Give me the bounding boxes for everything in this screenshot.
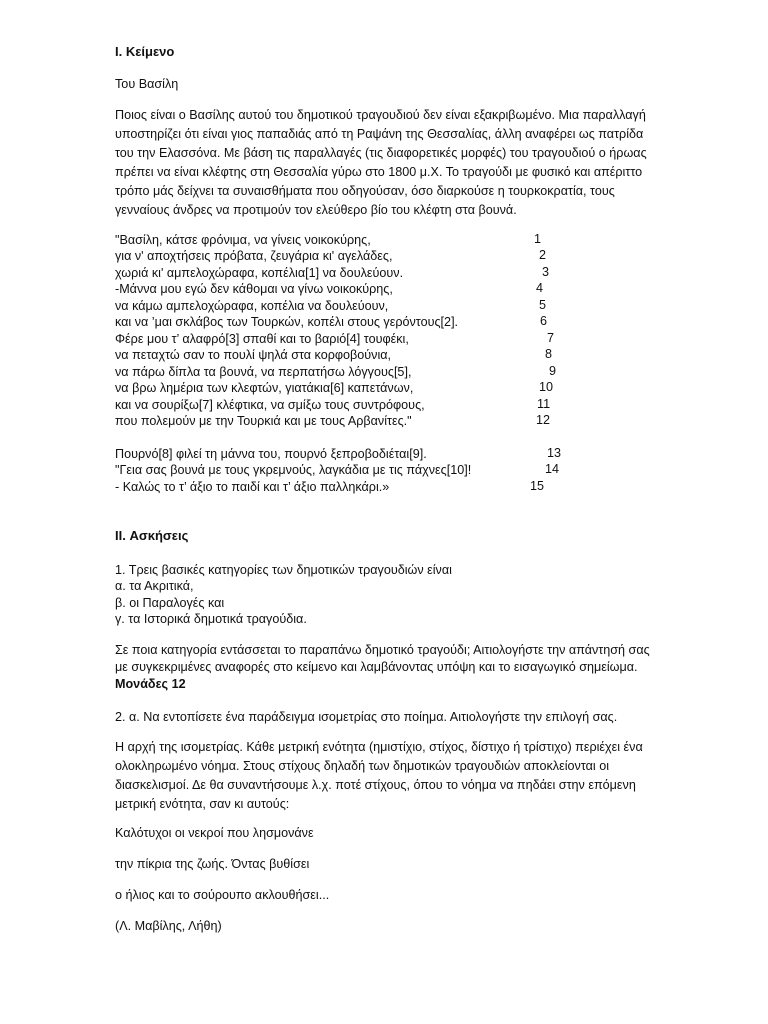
line-number: 9 xyxy=(549,364,557,378)
line-number: 6 xyxy=(540,314,548,328)
line-number: 2 xyxy=(539,248,547,262)
poem-line: για ν' αποχτήσεις πρόβατα, ζευγάρια κι' αγελάδες, xyxy=(115,249,393,263)
quote-source: (Λ. Μαβίλης, Λήθη) xyxy=(115,919,222,933)
list-item: γ. τα Ιστορικά δημοτικά τραγούδια. xyxy=(115,612,307,626)
poem-line: -Μάννα μου εγώ δεν κάθομαι να γίνω νοικοκύρης, xyxy=(115,282,393,296)
section-title-exercises: II. Ασκήσεις xyxy=(115,528,189,543)
poem-line: να πεταχτώ σαν το πουλί ψηλά στα κορφοβούνια, xyxy=(115,348,392,362)
list-item: α. τα Ακριτικά, xyxy=(115,579,194,593)
exercise-1-question: Σε ποια κατηγορία εντάσσεται το παραπάνω δημοτικό τραγούδι; Αιτιολογήστε την απάντησή σας με συγκεκριμένες αναφορές στο κείμενο και λαμβάνοντας υπόψη και το εισαγωγικό σημείωμα. xyxy=(115,643,650,674)
quote-line: Καλότυχοι οι νεκροί που λησμονάνε xyxy=(115,826,314,840)
poem-line: και να ’μαι σκλάβος των Τουρκών, κοπέλι στους γερόντους[2]. xyxy=(115,315,459,329)
poem-line: - Καλώς το τ’ άξιο το παιδί και τ’ άξιο παλληκάρι.» xyxy=(115,480,390,494)
quote-line: ο ήλιος και το σούρουπο ακλουθήσει... xyxy=(115,888,330,902)
exercise-2-title: 2. α. Να εντοπίσετε ένα παράδειγμα ισομετρίας στο ποίημα. Αιτιολογήστε την επιλογή σας. xyxy=(115,710,618,724)
line-number: 15 xyxy=(530,479,545,493)
exercise-1-title: 1. Τρεις βασικές κατηγορίες των δημοτικών τραγουδιών είναι xyxy=(115,563,452,577)
poem-title: Του Βασίλη xyxy=(115,77,179,91)
poem-line: που πολεμούν με την Τουρκιά και με τους Αρβανίτες." xyxy=(115,414,412,428)
poem-line: Φέρε μου τ’ αλαφρό[3] σπαθί και το βαριό[4] τουφέκι, xyxy=(115,332,409,346)
poem-line: χωριά κι' αμπελοχώραφα, κοπέλια[1] να δουλεύουν. xyxy=(115,266,404,280)
line-number: 14 xyxy=(545,462,560,476)
poem-line: να πάρω δίπλα τα βουνά, να περπατήσω λόγγους[5], xyxy=(115,365,412,379)
poem-line: να βρω λημέρια των κλεφτών, γιατάκια[6] καπετάνων, xyxy=(115,381,414,395)
poem-line: "Βασίλη, κάτσε φρόνιμα, να γίνεις νοικοκύρης, xyxy=(115,233,371,247)
quote-line: την πίκρια της ζωής. Όντας βυθίσει xyxy=(115,857,310,871)
section-title-text: I. Κείμενο xyxy=(115,44,175,59)
line-number: 8 xyxy=(545,347,553,361)
line-number: 7 xyxy=(547,331,555,345)
line-number: 10 xyxy=(539,380,554,394)
line-number: 13 xyxy=(547,446,562,460)
intro-paragraph: Ποιος είναι ο Βασίλης αυτού του δημοτικού τραγουδιού δεν είναι εξακριβωμένο. Μια παραλλαγή υποστηρίζει ότι είναι γιος παπαδιάς από τη Ραψάνη της Θεσσαλίας, άλλη αναφέρει ως πατρίδα του την Ελασσόνα. Με βάση τις παραλλαγές (τις διαφορετικές μορφές) του τραγουδιού ο ήρωας πρέπει να είναι κλέφτης στη Θεσσαλία γύρω στο 1800 μ.Χ. Το τραγούδι με φυσικό και απέριττο τρόπο μάς δείχνει τα συναισθήματα που οδηγούσαν, όσο διαρκούσε η τουρκοκρατία, τους γενναίους άνδρες να προτιμούν τον ελεύθερο βίο του κλέφτη στα βουνά. xyxy=(115,108,647,217)
exercise-1-marks: Μονάδες 12 xyxy=(115,677,186,691)
line-number: 12 xyxy=(536,413,551,427)
line-number: 4 xyxy=(536,281,544,295)
poem-line: και να σουρίξω[7] κλέφτικα, να σμίξω τους συντρόφους, xyxy=(115,398,425,412)
poem-line: Πουρνό[8] φιλεί τη μάννα του, πουρνό ξεπροβοδιέται[9]. xyxy=(115,447,427,461)
poem-line: "Γεια σας βουνά με τους γκρεμνούς, λαγκάδια με τις πάχνες[10]! xyxy=(115,463,472,477)
list-item: β. οι Παραλογές και xyxy=(115,596,225,610)
line-number: 1 xyxy=(534,232,542,246)
exercise-2-text: Η αρχή της ισομετρίας. Κάθε μετρική ενότητα (ημιστίχιο, στίχος, δίστιχο ή τρίστιχο) περιέχει ένα ολοκληρωμένο νόημα. Στους στίχους δηλαδή των δημοτικών τραγουδιών αποκλείονται οι διασκελισμοί. Δε θα συναντήσουμε λ.χ. ποτέ στίχους, όπου το νόημα να πηδάει στην επόμενη μετρική ενότητα, σαν κι αυτούς: xyxy=(115,740,643,811)
line-number: 11 xyxy=(537,397,551,411)
poem-line: να κάμω αμπελοχώραφα, κοπέλια να δουλεύουν, xyxy=(115,299,389,313)
line-number: 5 xyxy=(539,298,547,312)
line-number: 3 xyxy=(542,265,550,279)
